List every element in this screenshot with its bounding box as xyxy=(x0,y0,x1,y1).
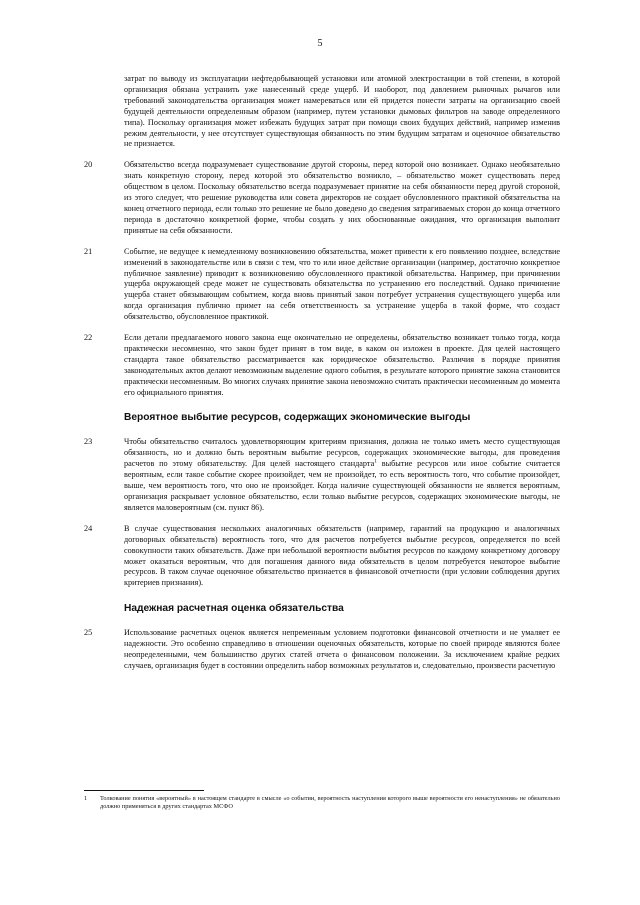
section-heading-reliable-estimate: Надежная расчетная оценка обязательства xyxy=(124,603,344,615)
page-number: 5 xyxy=(317,38,323,49)
footnote-mark: 1 xyxy=(84,795,88,802)
paragraph-text: Обязательство всегда подразумевает существование другой стороны, перед которой оно возникает. Однако необязательно знать конкретную сторону, перед которой это обязательство возникло, – обязательство может существовать перед обществом в целом. Поскольку обязательство всегда подразумевает принятие на себя обязанности перед другой стороной, из этого следует, что решение руководства или совета директоров не создает обусловленного практикой обязательства на конец отчетного периода, если только это решение не было доведено до сведения затрагиваемых сторон до конца отчетного периода в достаточно конкретной форме, чтобы создать у них обоснованные ожидания, что организация выполнит принятые на себя обязанности. xyxy=(124,160,560,235)
paragraph-text: затрат по выводу из эксплуатации нефтедобывающей установки или атомной электростанции в той степени, в которой организация обязана устранить уже нанесенный среде ущерб. И наоборот, под давлением рыночных рычагов или требований законодательства организация может намереваться или ей придется понести затраты на организацию своей будущей деятельности определенным образом (например, путем установки дымовых фильтров на заводе определенного типа). Поскольку организация может избежать будущих затрат при помощи своих будущих действий, например изменив режим деятельности, у нее отсутствует существующая обязанность по этим будущим затратам и оценочное обязательство не признается. xyxy=(124,74,560,149)
paragraph-20 xyxy=(84,160,560,236)
paragraph-23 xyxy=(84,437,560,513)
paragraph-24 xyxy=(84,523,560,589)
paragraph-text: Использование расчетных оценок является непременным условием подготовки финансовой отчетности и не умаляет ее надежности. Это особенно справедливо в отношении оценочных обязательств, которые по своей природе являются более неопределенными, чем большинство других статей отчета о финансовом положении. За исключением крайне редких случаев, организация будет в состоянии определить набор возможных результатов и, следовательно, произвести расчетную xyxy=(124,628,560,670)
paragraph-continuation xyxy=(124,74,560,150)
paragraph-text-before-footnote: Чтобы обязательство считалось удовлетворяющим критериям признания, должна не только иметь место существующая обязанность, но и должно быть вероятным выбытие ресурсов, содержащих экономические выгоды, для проведения расчетов по этому обязательству. Для целей настоящего стандарта xyxy=(124,437,560,469)
section-heading-probable-outflow: Вероятное выбытие ресурсов, содержащих экономические выгоды xyxy=(124,412,471,424)
paragraph-number: 23 xyxy=(84,437,93,447)
paragraph-text: Событие, не ведущее к немедленному возникновению обязательства, может привести к его появлению позднее, вследствие изменений в законодательстве или в связи с тем, что то или иное действие организации (например, достаточно конкретное публичное заявление) приводит к возникновению обусловленного практикой обязательства. Например, при причинении ущерба окружающей среде может не существовать обязательства по устранению его последствий. Однако причинение ущерба станет обязывающим событием, когда вновь принятый закон потребует устранения существующего ущерба или когда организация публично примет на себя ответственность за устранение ущерба в такой форме, что создаст обязательство, обусловленное практикой. xyxy=(124,246,560,322)
footnote-text: Толкование понятия «вероятный» в настоящем стандарте в смысле «о событии, вероятность наступления которого выше вероятности его ненаступления» не обязательно должно применяться в других стандартах МСФО xyxy=(100,795,560,810)
paragraph-text: В случае существования нескольких аналогичных обязательств (например, гарантий на продукцию и аналогичных договорных обязательств) вероятность того, что для расчетов потребуется выбытие ресурсов, определяется по всей совокупности таких обязательств. Даже при небольшой вероятности выбытия ресурсов по каждому конкретному договору может оказаться вероятным, что для погашения данного вида обязательств в целом потребуется некоторое выбытие ресурсов. В таком случае оценочное обязательство признается в финансовой отчетности (при условии соблюдения других критериев признания). xyxy=(124,523,560,588)
paragraph-number: 24 xyxy=(84,523,93,533)
footnote xyxy=(84,795,560,811)
paragraph-number: 20 xyxy=(84,160,93,170)
paragraph-25 xyxy=(84,628,560,672)
paragraph-21 xyxy=(84,246,560,323)
document-body xyxy=(84,74,560,682)
paragraph-text: Если детали предлагаемого нового закона еще окончательно не определены, обязательство возникает только тогда, когда практически несомненно, что закон будет принят в том виде, в каком он изложен в проекте. Для целей настоящего стандарта такое обязательство рассматривается как юридическое обязательство. Различия в порядке принятия законодательных актов делают невозможным выделение одного события, в результате которого принятие закона становится практически несомненным. Во многих случаях принятие закона невозможно считать практически несомненным до момента его официального принятия. xyxy=(124,333,560,397)
paragraph-text-after-footnote: выбытие ресурсов или иное событие считается вероятным, если такое событие скорее произойдет, чем не произойдет, то есть вероятность того, что событие произойдет, выше, чем вероятность того, что оно не произойдет. Когда наличие существующей обязанности не является вероятным, организация раскрывает условное обязательство, если только выбытие ресурсов, содержащих экономические выгоды, не является маловероятным (см. пункт 86). xyxy=(124,459,560,512)
paragraph-number: 22 xyxy=(84,333,93,343)
footnote-separator xyxy=(84,790,204,791)
footnote-reference[interactable]: 1 xyxy=(374,458,377,465)
paragraph-22 xyxy=(84,333,560,398)
paragraph-number: 21 xyxy=(84,246,93,256)
paragraph-number: 25 xyxy=(84,628,93,638)
